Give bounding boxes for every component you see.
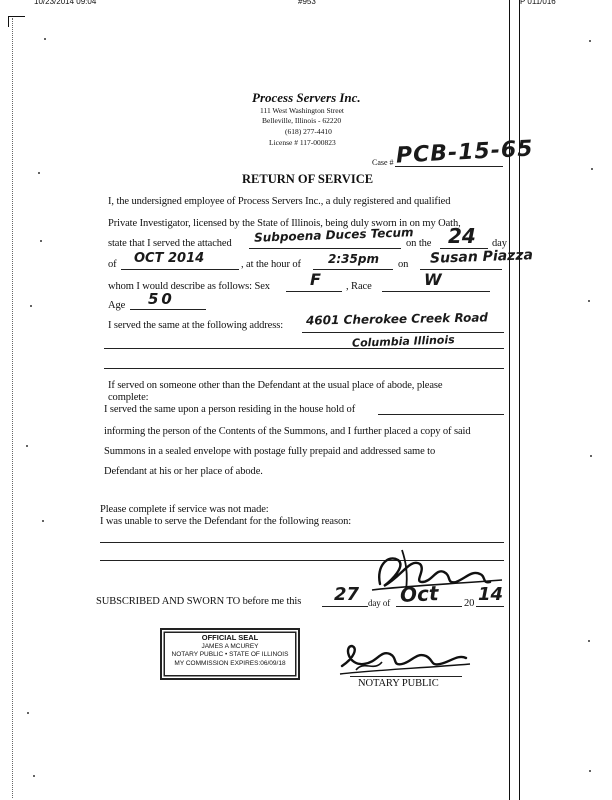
notary-signature-line bbox=[350, 676, 462, 677]
served-document-label: state that I served the attached bbox=[108, 238, 232, 249]
day-label: on the bbox=[406, 238, 432, 249]
seal-state: NOTARY PUBLIC • STATE OF ILLINOIS bbox=[171, 651, 289, 658]
subscribed-sworn-label: SUBSCRIBED AND SWORN TO before me this bbox=[96, 596, 302, 607]
scan-speck bbox=[38, 172, 40, 174]
fax-timestamp: 10/23/2014 09:04 bbox=[34, 0, 97, 6]
service-time-handwritten: 2:35pm bbox=[328, 252, 379, 266]
scan-speck bbox=[590, 455, 592, 457]
abode-household-line bbox=[378, 414, 504, 415]
service-day-handwritten: 24 bbox=[448, 224, 476, 248]
race-label: , Race bbox=[346, 281, 372, 292]
notary-public-label: NOTARY PUBLIC bbox=[358, 678, 439, 689]
served-document-handwritten: Subpoena Duces Tecum bbox=[253, 225, 414, 245]
sex-handwritten: F bbox=[310, 270, 321, 289]
seal-notary-name: JAMES A MCUREY bbox=[201, 642, 259, 650]
sworn-month-handwritten: Oct bbox=[399, 581, 440, 607]
reason-line bbox=[100, 542, 504, 543]
sworn-day-handwritten: 27 bbox=[334, 584, 360, 605]
service-address-line2-handwritten: Columbia Illinois bbox=[351, 333, 455, 350]
company-address-street: 111 West Washington Street bbox=[260, 106, 344, 115]
not-served-instruction: Please complete if service was not made: bbox=[100, 504, 269, 515]
abode-instruction-line-1: If served on someone other than the Defendant at the usual place of abode, please bbox=[108, 380, 443, 391]
address-continuation-line bbox=[104, 368, 504, 369]
fax-page-number: P 011/016 bbox=[520, 0, 556, 6]
seal-expiration: MY COMMISSION EXPIRES:06/09/18 bbox=[174, 659, 286, 667]
day-of-label: day of bbox=[368, 598, 391, 608]
scan-speck bbox=[588, 300, 590, 302]
sworn-month-line bbox=[396, 606, 462, 607]
service-address-line1-handwritten: 4601 Cherokee Creek Road bbox=[305, 310, 489, 328]
oath-line-2: Private Investigator, licensed by the State of Illinois, being duly sworn in on my Oath, bbox=[108, 218, 461, 229]
sworn-year-handwritten: 14 bbox=[478, 584, 504, 605]
notary-signature bbox=[334, 636, 474, 680]
sworn-day-line bbox=[322, 606, 368, 607]
scan-speck bbox=[44, 38, 46, 40]
served-person-handwritten: Susan Piazza bbox=[429, 247, 534, 267]
scan-speck bbox=[30, 305, 32, 307]
company-phone: (618) 277-4410 bbox=[285, 127, 332, 136]
sworn-year-line bbox=[476, 606, 504, 607]
not-served-reason-label: I was unable to serve the Defendant for the following reason: bbox=[100, 516, 352, 527]
sex-label: whom I would describe as follows: Sex bbox=[108, 281, 270, 292]
scan-speck bbox=[26, 445, 28, 447]
company-license: License # 117-000823 bbox=[269, 138, 336, 147]
fax-job-number: #953 bbox=[298, 0, 316, 6]
age-label: Age bbox=[108, 300, 126, 311]
scan-speck bbox=[591, 168, 593, 170]
served-document-line bbox=[249, 248, 401, 249]
on-label: on bbox=[398, 259, 409, 270]
seal-title: OFFICIAL SEAL bbox=[201, 633, 259, 642]
case-number-handwritten: PCB-15-65 bbox=[395, 136, 535, 169]
scan-edge-line bbox=[519, 0, 520, 800]
race-line bbox=[382, 291, 490, 292]
scan-speck bbox=[589, 770, 591, 772]
race-handwritten: W bbox=[424, 270, 442, 289]
scan-speck bbox=[589, 40, 591, 42]
scan-speck bbox=[40, 240, 42, 242]
oath-line-1: I, the undersigned employee of Process Servers Inc., a duly registered and qualified bbox=[108, 196, 451, 207]
abode-line-6: Defendant at his or her place of abode. bbox=[104, 466, 263, 477]
scan-edge-line bbox=[509, 0, 510, 800]
scan-speck bbox=[33, 775, 35, 777]
abode-line-4: informing the person of the Contents of the Summons, and I further placed a copy of said bbox=[104, 426, 471, 437]
company-name: Process Servers Inc. bbox=[252, 90, 361, 105]
official-seal bbox=[160, 628, 300, 680]
hour-label: , at the hour of bbox=[241, 259, 301, 270]
scan-speck bbox=[588, 640, 590, 642]
abode-household-label: I served the same upon a person residing in the house hold of bbox=[104, 404, 356, 415]
left-scan-edge bbox=[12, 18, 13, 798]
abode-line-5: Summons in a sealed envelope with postage fully prepaid and addressed same to bbox=[104, 446, 436, 457]
address-continuation-line bbox=[104, 348, 504, 349]
corner-mark bbox=[8, 16, 25, 27]
service-time-line bbox=[313, 269, 393, 270]
sex-line bbox=[286, 291, 342, 292]
month-label: of bbox=[108, 259, 117, 270]
service-address-line bbox=[302, 332, 504, 333]
day-suffix: day bbox=[492, 238, 507, 249]
age-handwritten: 50 bbox=[148, 290, 175, 308]
case-number-line bbox=[395, 166, 503, 167]
document-title: RETURN OF SERVICE bbox=[242, 172, 374, 186]
case-label: Case # bbox=[372, 158, 394, 167]
company-address-city: Belleville, Illinois - 62220 bbox=[262, 116, 342, 125]
scan-speck bbox=[42, 520, 44, 522]
address-label: I served the same at the following address: bbox=[108, 320, 284, 331]
service-month-year-handwritten: OCT 2014 bbox=[134, 251, 205, 266]
service-month-line bbox=[121, 269, 239, 270]
abode-instruction-line-2: complete: bbox=[108, 392, 149, 403]
age-line bbox=[130, 309, 206, 310]
scan-speck bbox=[27, 712, 29, 714]
year-prefix: 20 bbox=[464, 598, 475, 609]
